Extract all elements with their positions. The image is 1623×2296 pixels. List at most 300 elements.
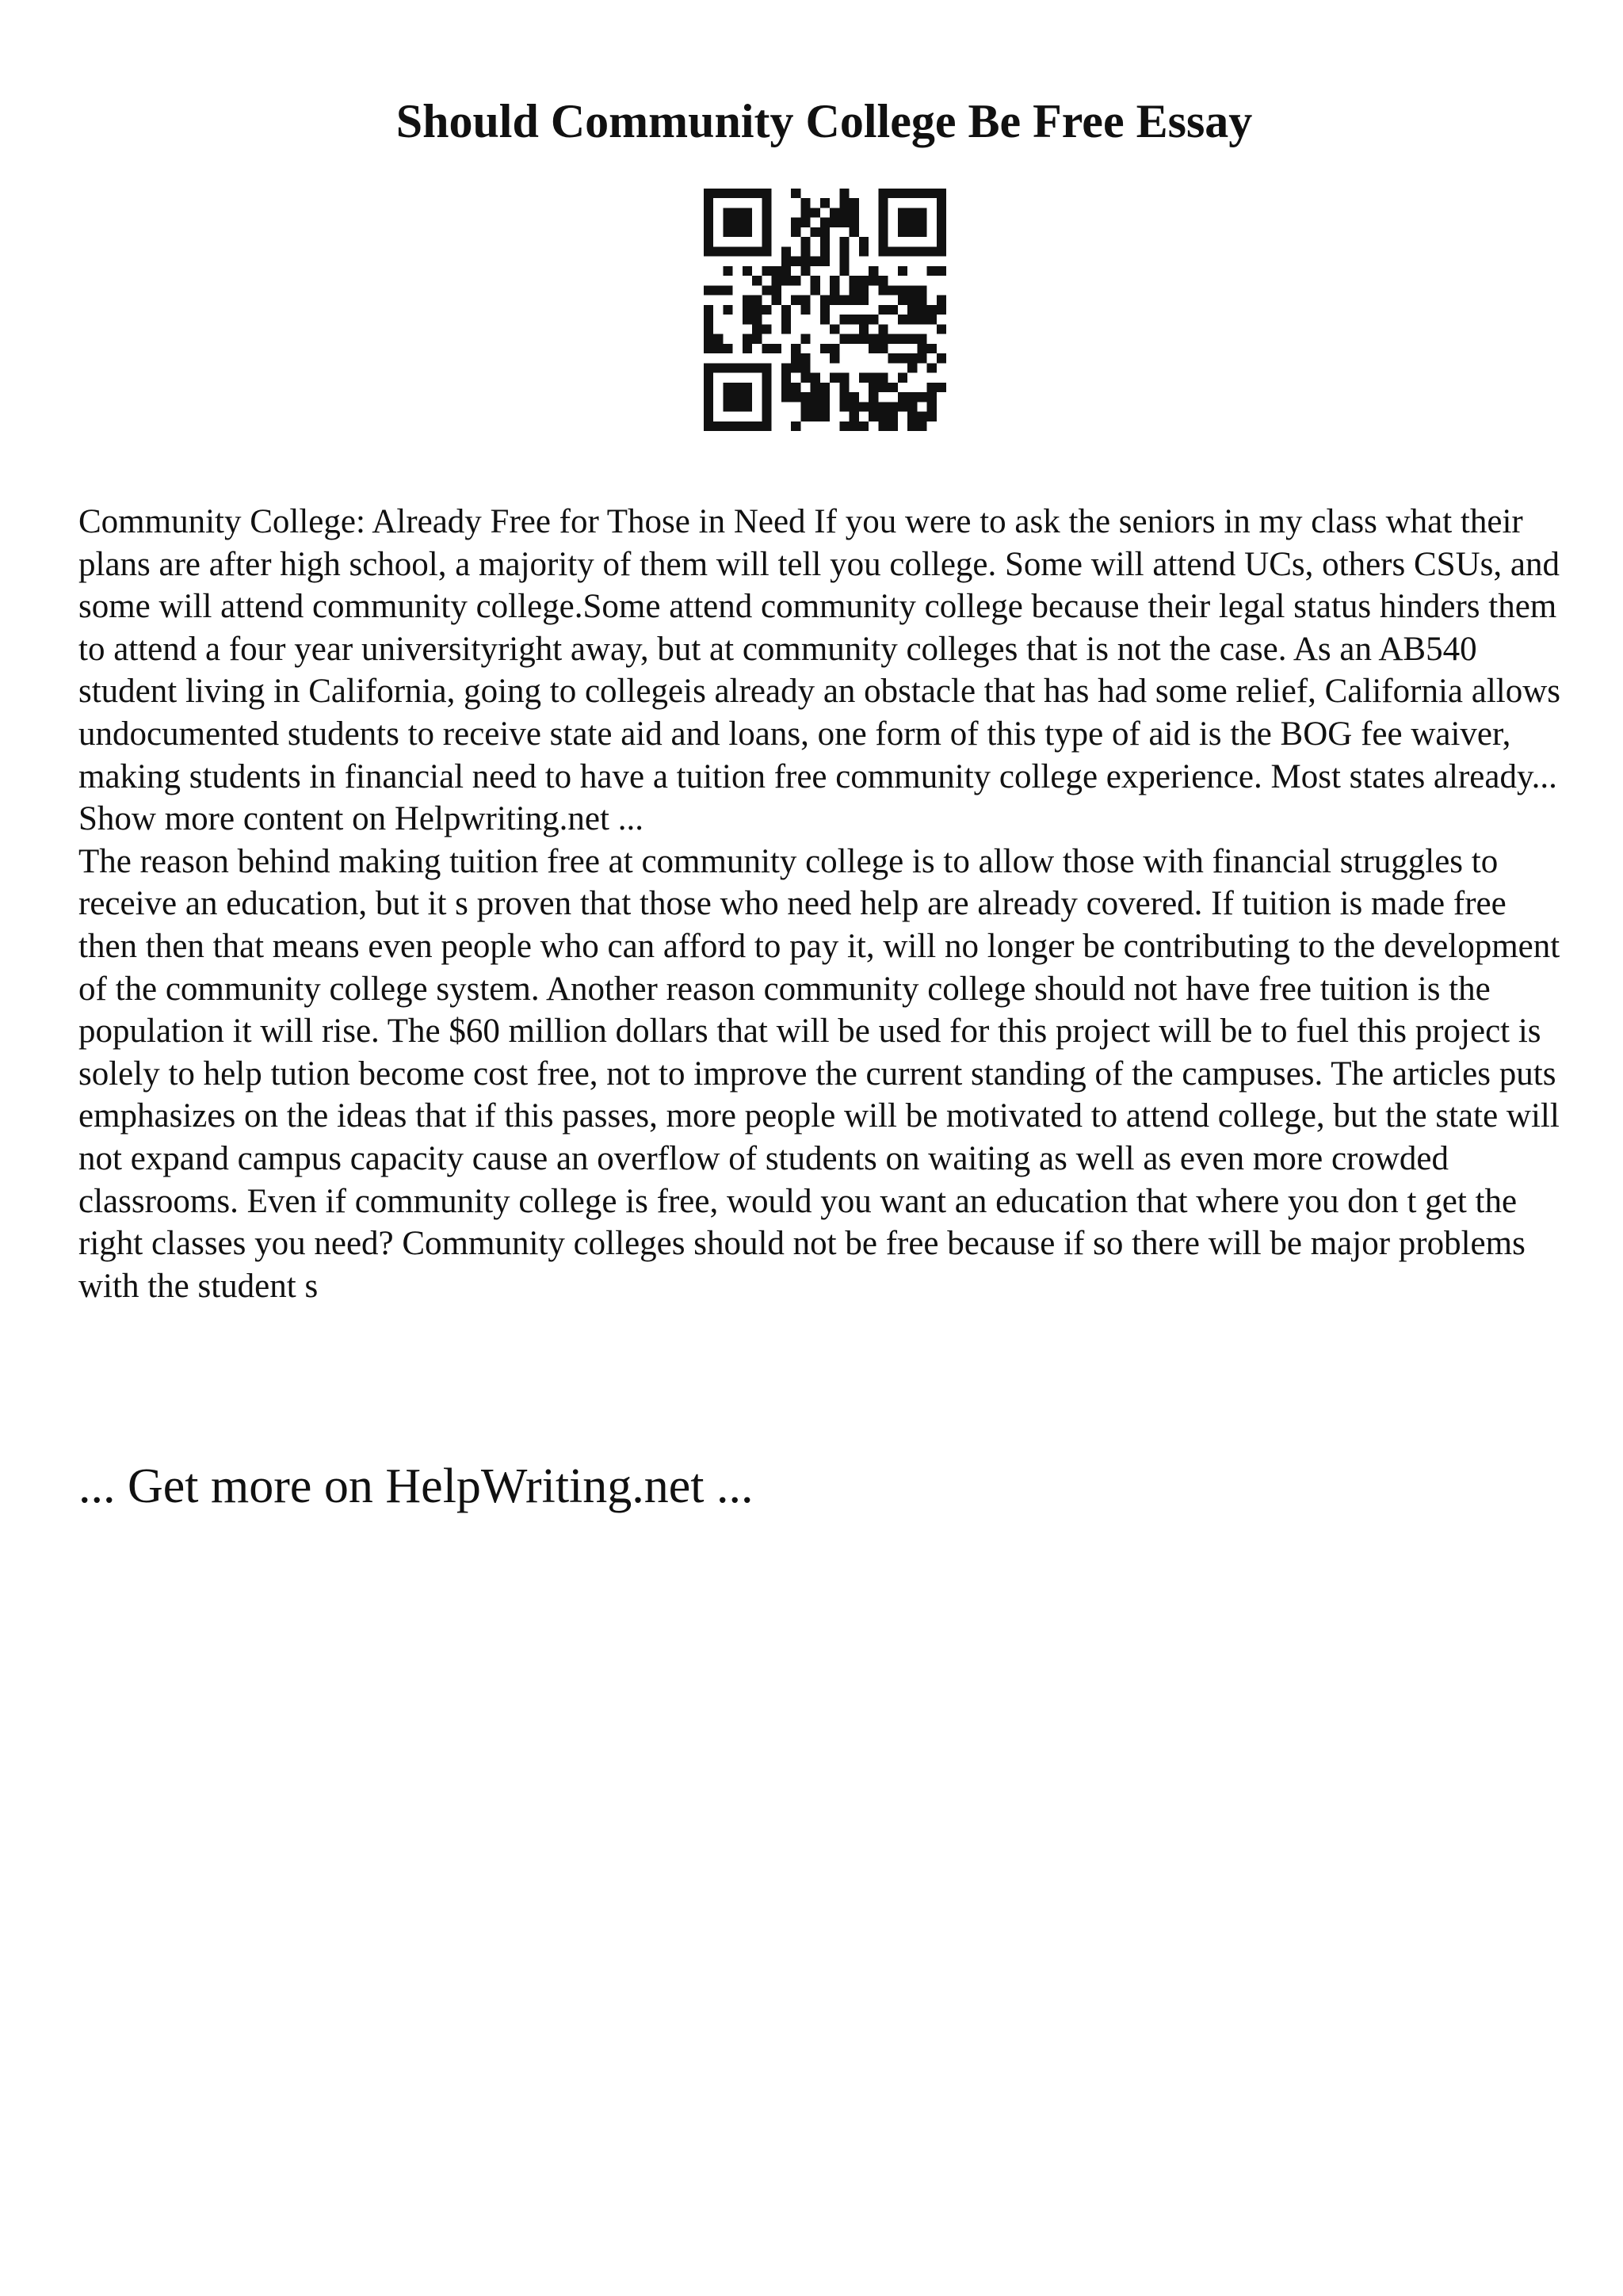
qr-module xyxy=(820,296,830,305)
qr-module xyxy=(820,237,830,246)
qr-module xyxy=(869,344,878,353)
qr-module xyxy=(723,227,732,237)
qr-module xyxy=(850,208,859,217)
qr-module xyxy=(830,353,839,363)
qr-module xyxy=(937,237,946,246)
qr-module xyxy=(878,237,888,246)
qr-module xyxy=(917,344,926,353)
qr-module xyxy=(820,383,830,392)
qr-module xyxy=(907,315,917,324)
qr-module xyxy=(898,353,907,363)
qr-module xyxy=(907,189,917,198)
qr-module xyxy=(800,353,810,363)
qr-module xyxy=(937,198,946,208)
qr-module xyxy=(917,334,926,344)
qr-module xyxy=(762,246,771,256)
qr-module xyxy=(743,334,752,344)
qr-module xyxy=(743,266,752,276)
qr-module xyxy=(898,373,907,383)
qr-module xyxy=(878,344,888,353)
qr-module xyxy=(850,296,859,305)
qr-module xyxy=(830,373,839,383)
qr-module xyxy=(850,334,859,344)
qr-module xyxy=(781,266,791,276)
qr-module xyxy=(781,373,791,383)
qr-module xyxy=(859,285,869,295)
qr-module xyxy=(859,324,869,334)
qr-module xyxy=(762,208,771,217)
qr-module xyxy=(752,334,762,344)
qr-module xyxy=(898,246,907,256)
qr-module xyxy=(850,412,859,421)
qr-module xyxy=(839,421,849,431)
qr-module xyxy=(869,373,878,383)
qr-module xyxy=(733,363,743,372)
qr-module xyxy=(859,315,869,324)
qr-module xyxy=(791,353,800,363)
qr-module xyxy=(704,305,713,315)
qr-module xyxy=(859,421,869,431)
qr-module xyxy=(800,257,810,266)
qr-module xyxy=(791,227,800,237)
qr-module xyxy=(723,218,732,227)
qr-module xyxy=(859,296,869,305)
qr-module xyxy=(898,218,907,227)
qr-module xyxy=(917,227,926,237)
qr-module xyxy=(917,218,926,227)
qr-module xyxy=(704,246,713,256)
qr-module xyxy=(820,315,830,324)
qr-module xyxy=(762,392,771,402)
qr-module xyxy=(811,412,820,421)
qr-module xyxy=(839,218,849,227)
qr-module xyxy=(937,266,946,276)
qr-module xyxy=(762,412,771,421)
qr-module xyxy=(800,296,810,305)
qr-module xyxy=(917,421,926,431)
qr-module xyxy=(762,227,771,237)
qr-module xyxy=(762,285,771,295)
qr-module xyxy=(927,246,937,256)
qr-module xyxy=(762,421,771,431)
qr-module xyxy=(820,305,830,315)
qr-module xyxy=(811,276,820,285)
qr-module xyxy=(781,257,791,266)
qr-module xyxy=(791,383,800,392)
qr-module xyxy=(733,421,743,431)
qr-module xyxy=(830,208,839,217)
qr-module xyxy=(743,383,752,392)
qr-module xyxy=(704,189,713,198)
qr-module xyxy=(878,276,888,285)
qr-module xyxy=(752,296,762,305)
qr-module xyxy=(743,421,752,431)
qr-module xyxy=(752,324,762,334)
qr-module xyxy=(820,402,830,411)
qr-module xyxy=(830,276,839,285)
qr-module xyxy=(907,363,917,372)
qr-module xyxy=(839,402,849,411)
qr-module xyxy=(811,227,820,237)
qr-module xyxy=(743,227,752,237)
qr-module xyxy=(898,285,907,295)
qr-module xyxy=(898,334,907,344)
qr-module xyxy=(859,373,869,383)
qr-module xyxy=(907,392,917,402)
qr-module xyxy=(800,412,810,421)
qr-module xyxy=(850,227,859,237)
qr-module xyxy=(839,296,849,305)
qr-module xyxy=(733,218,743,227)
qr-module xyxy=(800,363,810,372)
qr-module xyxy=(772,276,781,285)
qr-module xyxy=(800,402,810,411)
qr-module xyxy=(704,237,713,246)
qr-module xyxy=(811,402,820,411)
qr-module xyxy=(743,363,752,372)
qr-module xyxy=(888,402,898,411)
qr-module xyxy=(898,208,907,217)
qr-module xyxy=(898,392,907,402)
qr-module xyxy=(791,344,800,353)
qr-module xyxy=(898,266,907,276)
qr-module xyxy=(869,315,878,324)
qr-module xyxy=(878,421,888,431)
qr-module xyxy=(878,285,888,295)
qr-module xyxy=(713,334,723,344)
qr-module xyxy=(752,363,762,372)
qr-module xyxy=(704,334,713,344)
qr-module xyxy=(791,218,800,227)
qr-module xyxy=(704,324,713,334)
qr-module xyxy=(800,334,810,344)
qr-module xyxy=(830,324,839,334)
qr-module xyxy=(869,334,878,344)
qr-module xyxy=(888,334,898,344)
qr-module xyxy=(878,305,888,315)
qr-module xyxy=(733,383,743,392)
qr-module xyxy=(927,383,937,392)
qr-module xyxy=(743,402,752,411)
qr-module xyxy=(839,237,849,246)
qr-module xyxy=(878,402,888,411)
qr-module xyxy=(762,305,771,315)
qr-module xyxy=(704,218,713,227)
qr-module xyxy=(743,296,752,305)
qr-module xyxy=(878,198,888,208)
qr-module xyxy=(752,305,762,315)
qr-module xyxy=(869,266,878,276)
qr-module xyxy=(723,305,732,315)
qr-module xyxy=(917,353,926,363)
essay-paragraph-1: Community College: Already Free for Those in Need If you were to ask the seniors in my class what their plans are after high school, a majority of them will tell you college. Some will attend UCs, others CSUs, and some will attend community college.Some attend community college because their legal status hinders them to attend a four year universityright away, but at community colleges that is not the case. As an AB540 student living in California, going to collegeis already an obstacle that has had some relief, California allows undocumented students to receive state aid and loans, one form of this type of aid is the BOG fee waiver, making students in financial need to have a tuition free community college experience. Most states already... Show more content on Helpwriting.net ... xyxy=(78,503,1560,838)
qr-module xyxy=(917,189,926,198)
qr-module xyxy=(839,266,849,276)
qr-module xyxy=(752,189,762,198)
qr-module xyxy=(791,257,800,266)
qr-module xyxy=(743,305,752,315)
qr-module xyxy=(704,383,713,392)
qr-module xyxy=(888,383,898,392)
qr-module xyxy=(713,189,723,198)
qr-module xyxy=(888,412,898,421)
qr-module xyxy=(859,246,869,256)
qr-module xyxy=(839,208,849,217)
qr-module xyxy=(839,373,849,383)
qr-module xyxy=(888,285,898,295)
qr-module xyxy=(850,315,859,324)
qr-module xyxy=(917,392,926,402)
qr-module xyxy=(850,402,859,411)
qr-module xyxy=(839,257,849,266)
qr-module xyxy=(937,296,946,305)
qr-module xyxy=(713,421,723,431)
qr-module xyxy=(772,285,781,295)
qr-module xyxy=(733,189,743,198)
qr-module xyxy=(704,392,713,402)
qr-module xyxy=(907,334,917,344)
qr-module xyxy=(704,344,713,353)
qr-module xyxy=(820,257,830,266)
qr-module xyxy=(859,334,869,344)
qr-module xyxy=(937,324,946,334)
qr-module xyxy=(713,344,723,353)
qr-module xyxy=(762,266,771,276)
qr-module xyxy=(888,421,898,431)
qr-module xyxy=(811,383,820,392)
qr-module xyxy=(800,198,810,208)
qr-module xyxy=(937,218,946,227)
qr-module xyxy=(878,324,888,334)
qr-module xyxy=(850,392,859,402)
qr-module xyxy=(927,363,937,372)
qr-module xyxy=(791,189,800,198)
qr-module xyxy=(839,383,849,392)
qr-module xyxy=(762,383,771,392)
qr-module xyxy=(927,315,937,324)
qr-module xyxy=(937,305,946,315)
qr-module xyxy=(888,246,898,256)
qr-module xyxy=(752,315,762,324)
qr-module xyxy=(830,218,839,227)
qr-module xyxy=(781,315,791,324)
qr-module xyxy=(772,344,781,353)
qr-module xyxy=(743,189,752,198)
qr-module xyxy=(869,412,878,421)
qr-module xyxy=(917,285,926,295)
qr-module xyxy=(723,266,732,276)
qr-module xyxy=(713,363,723,372)
qr-module xyxy=(800,246,810,256)
qr-module xyxy=(781,383,791,392)
qr-module xyxy=(781,324,791,334)
qr-module xyxy=(704,227,713,237)
qr-module xyxy=(704,198,713,208)
qr-module xyxy=(898,227,907,237)
qr-module xyxy=(907,421,917,431)
qr-module xyxy=(704,208,713,217)
qr-module xyxy=(733,392,743,402)
qr-module xyxy=(878,334,888,344)
qr-module xyxy=(781,392,791,402)
qr-module xyxy=(820,198,830,208)
qr-module xyxy=(781,305,791,315)
qr-module xyxy=(704,373,713,383)
qr-module xyxy=(898,402,907,411)
qr-module xyxy=(937,353,946,363)
qr-module xyxy=(878,412,888,421)
qr-module xyxy=(820,246,830,256)
qr-module xyxy=(800,208,810,217)
qr-module xyxy=(800,392,810,402)
qr-module xyxy=(869,276,878,285)
qr-module xyxy=(878,373,888,383)
qr-module xyxy=(811,392,820,402)
qr-module xyxy=(791,421,800,431)
qr-module xyxy=(830,285,839,295)
qr-module xyxy=(888,353,898,363)
qr-module xyxy=(907,412,917,421)
qr-module xyxy=(927,344,937,353)
qr-module xyxy=(723,421,732,431)
qr-module xyxy=(927,402,937,411)
qr-module xyxy=(791,392,800,402)
qr-module xyxy=(888,305,898,315)
qr-code-icon xyxy=(704,189,946,431)
essay-paragraph-2: The reason behind making tuition free at community college is to allow those with financial struggles to receive an education, but it s proven that those who need help are already covered. If tuition is made free then then that means even people who can afford to pay it, will no longer be contributing to the development of the community college system. Another reason community college should not have free tuition is the population it will rise. The $60 million dollars that will be used for this project will be to fuel this project is solely to help tution become cost free, not to improve the current standing of the campuses. The articles puts emphasizes on the ideas that if this passes, more people will be motivated to attend college, but the state will not expand campus capacity cause an overflow of students on waiting as well as even more crowded classrooms. Even if community college is free, would you want an education that where you don t get the right classes you need? Community colleges should not be free because if so there will be major problems with the student s xyxy=(78,842,1560,1305)
qr-module xyxy=(713,246,723,256)
qr-module xyxy=(752,246,762,256)
qr-module xyxy=(811,257,820,266)
qr-module xyxy=(723,285,732,295)
qr-module xyxy=(898,315,907,324)
qr-module xyxy=(820,344,830,353)
qr-module xyxy=(859,237,869,246)
qr-module xyxy=(839,334,849,344)
qr-module xyxy=(850,285,859,295)
qr-module xyxy=(762,218,771,227)
qr-module xyxy=(752,276,762,285)
qr-module xyxy=(743,315,752,324)
qr-module xyxy=(704,315,713,324)
qr-module xyxy=(859,402,869,411)
qr-module xyxy=(830,344,839,353)
qr-module xyxy=(820,218,830,227)
qr-module xyxy=(917,315,926,324)
qr-module xyxy=(723,344,732,353)
qr-module xyxy=(907,305,917,315)
qr-module xyxy=(869,392,878,402)
qr-module xyxy=(917,208,926,217)
qr-module xyxy=(743,344,752,353)
qr-module xyxy=(839,189,849,198)
qr-module xyxy=(733,227,743,237)
qr-module xyxy=(704,402,713,411)
qr-module xyxy=(917,305,926,315)
qr-module xyxy=(937,227,946,237)
qr-module xyxy=(878,218,888,227)
qr-module xyxy=(762,324,771,334)
qr-module xyxy=(927,189,937,198)
get-more-link[interactable]: ... Get more on HelpWriting.net ... xyxy=(78,1459,754,1513)
qr-module xyxy=(704,412,713,421)
qr-module xyxy=(791,363,800,372)
qr-module xyxy=(733,246,743,256)
qr-module xyxy=(878,227,888,237)
qr-module xyxy=(937,208,946,217)
qr-module xyxy=(907,246,917,256)
qr-module xyxy=(800,266,810,276)
qr-module xyxy=(869,383,878,392)
qr-module xyxy=(811,208,820,217)
qr-module xyxy=(723,363,732,372)
qr-module xyxy=(917,412,926,421)
qr-module xyxy=(743,392,752,402)
qr-module xyxy=(888,189,898,198)
qr-module xyxy=(704,421,713,431)
qr-module xyxy=(762,344,771,353)
qr-module xyxy=(878,383,888,392)
qr-module xyxy=(830,296,839,305)
qr-module xyxy=(743,208,752,217)
qr-module xyxy=(898,296,907,305)
qr-module xyxy=(907,285,917,295)
qr-module xyxy=(927,305,937,315)
qr-module xyxy=(704,285,713,295)
qr-module xyxy=(850,276,859,285)
qr-module xyxy=(723,208,732,217)
qr-module xyxy=(820,392,830,402)
qr-module xyxy=(907,208,917,217)
qr-module xyxy=(800,237,810,246)
qr-module xyxy=(917,296,926,305)
qr-module xyxy=(723,189,732,198)
qr-module xyxy=(937,246,946,256)
qr-module xyxy=(781,246,791,256)
qr-module xyxy=(850,198,859,208)
qr-module xyxy=(850,218,859,227)
qr-module xyxy=(762,363,771,372)
qr-module xyxy=(869,402,878,411)
qr-module xyxy=(762,237,771,246)
page-title: Should Community College Be Free Essay xyxy=(395,95,1253,147)
qr-module xyxy=(800,218,810,227)
qr-module xyxy=(927,392,937,402)
qr-module xyxy=(762,373,771,383)
qr-module xyxy=(762,189,771,198)
qr-module xyxy=(839,198,849,208)
qr-module xyxy=(839,246,849,256)
qr-module xyxy=(937,189,946,198)
qr-module xyxy=(800,373,810,383)
qr-module xyxy=(781,363,791,372)
qr-module xyxy=(907,218,917,227)
qr-module xyxy=(820,412,830,421)
qr-module xyxy=(907,402,917,411)
qr-module xyxy=(927,412,937,421)
qr-module xyxy=(723,383,732,392)
qr-module xyxy=(713,285,723,295)
qr-module xyxy=(811,373,820,383)
qr-module xyxy=(878,189,888,198)
qr-module xyxy=(907,353,917,363)
qr-module xyxy=(762,402,771,411)
qr-module xyxy=(839,315,849,324)
qr-module xyxy=(859,276,869,285)
qr-module xyxy=(800,305,810,315)
qr-module xyxy=(917,246,926,256)
qr-module xyxy=(878,208,888,217)
